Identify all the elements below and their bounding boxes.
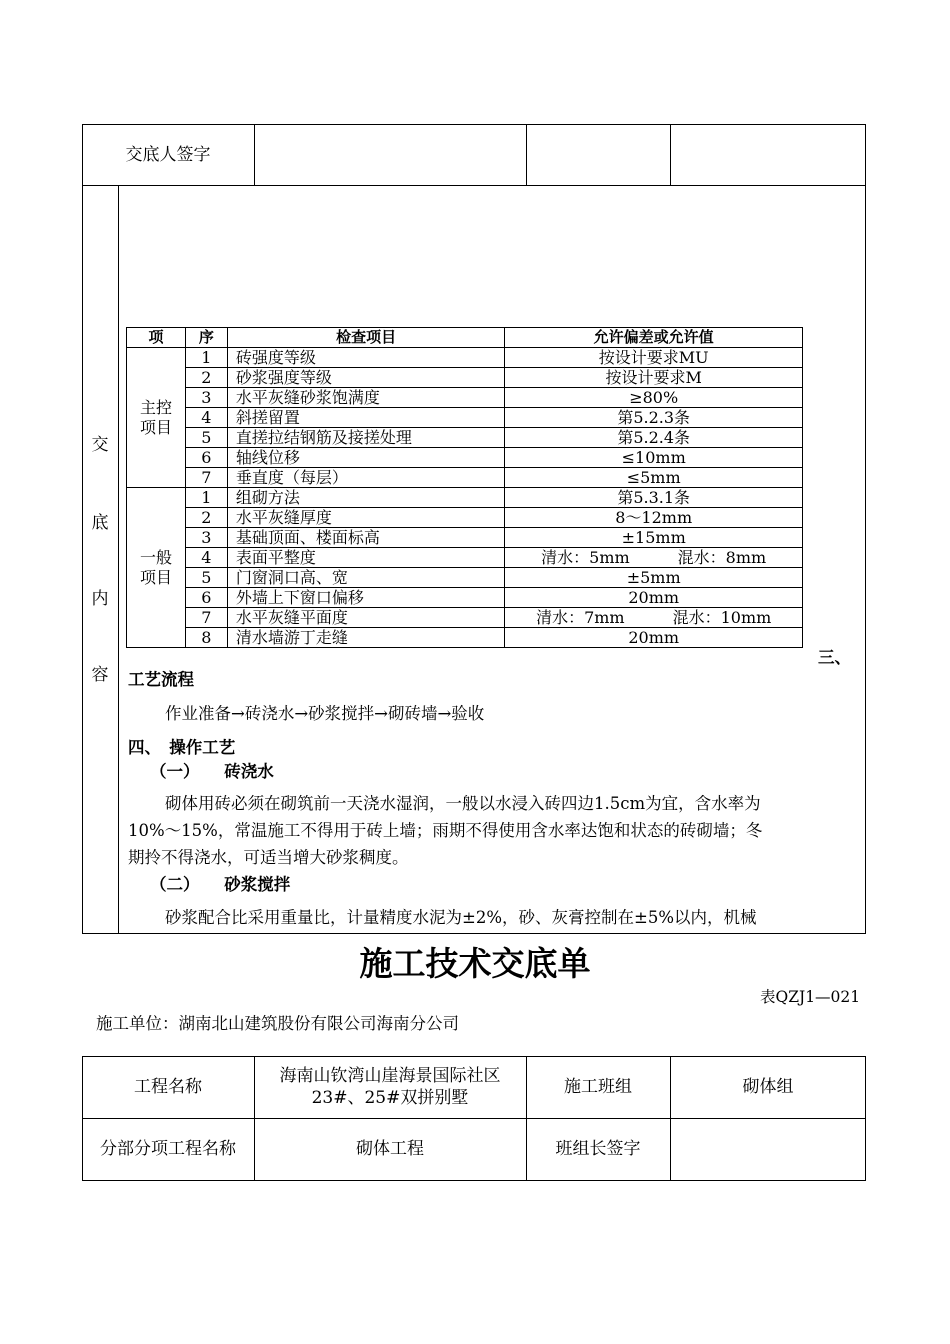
- project-name-line: 海南山钦湾山崖海景国际社区: [279, 1066, 501, 1086]
- row-number: 7: [185, 608, 227, 628]
- row-value: 清水：5mm 混水：8mm: [505, 548, 803, 568]
- row-item: 外墙上下窗口偏移: [227, 588, 505, 608]
- row-item: 水平灰缝平面度: [227, 608, 505, 628]
- table-row: [127, 528, 803, 548]
- project-name-value: [254, 1056, 526, 1118]
- row-value: ≤5mm: [505, 468, 803, 488]
- row-item: 直搓拉结钢筋及接搓处理: [227, 428, 505, 448]
- side-label-char: 容: [91, 665, 109, 685]
- side-label-char: 内: [91, 589, 109, 609]
- subsection2-title: （二） 砂浆搅拌: [150, 875, 291, 894]
- subsection2-line: 砂浆配合比采用重量比，计量精度水泥为±2%，砂、灰膏控制在±5%以内，机械: [165, 908, 757, 927]
- row-number: 2: [185, 368, 227, 388]
- side-col-divider: [118, 185, 119, 934]
- table-row: [127, 368, 803, 388]
- group-name-line: 一般: [139, 547, 172, 567]
- row-number: 4: [185, 408, 227, 428]
- table-row: [127, 608, 803, 628]
- signer-label: 交底人签字: [125, 145, 211, 165]
- header-item: 检查项目: [227, 328, 505, 348]
- row-item: 清水墙游丁走缝: [227, 628, 505, 648]
- side-label-char: 底: [91, 513, 109, 533]
- row-value: 清水：7mm 混水：10mm: [505, 608, 803, 628]
- subproject-label: 分部分项工程名称: [100, 1139, 236, 1159]
- section4-title: 四、 操作工艺: [128, 738, 236, 757]
- row-value: ≤10mm: [505, 448, 803, 468]
- top-table-col-divider-3: [670, 124, 671, 186]
- row-item: 门窗洞口高、宽: [227, 568, 505, 588]
- row-number: 4: [185, 548, 227, 568]
- row-value: 第5.2.4条: [505, 428, 803, 448]
- construction-unit: 施工单位：湖南北山建筑股份有限公司海南分公司: [96, 1014, 459, 1033]
- row-number: 6: [185, 448, 227, 468]
- row-item: 基础顶面、楼面标高: [227, 528, 505, 548]
- row-value: 8～12mm: [505, 508, 803, 528]
- row-number: 2: [185, 508, 227, 528]
- row-number: 5: [185, 568, 227, 588]
- table-row: [127, 388, 803, 408]
- section3-number: 三、: [818, 648, 851, 667]
- row-value: 按设计要求M: [505, 368, 803, 388]
- row-number: 6: [185, 588, 227, 608]
- header-category: 项: [127, 328, 186, 348]
- row-item: 斜搓留置: [227, 408, 505, 428]
- subsection1-line: 10%～15%，常温施工不得用于砖上墙；雨期不得使用含水率达饱和状态的砖砌墙；冬: [128, 821, 763, 840]
- row-number: 5: [185, 428, 227, 448]
- table-row: [127, 628, 803, 648]
- row-value: 20mm: [505, 628, 803, 648]
- table-row: [127, 448, 803, 468]
- row-item: 轴线位移: [227, 448, 505, 468]
- row-value: 第5.2.3条: [505, 408, 803, 428]
- table-row: [127, 348, 803, 368]
- form-code: 表QZJ1—021: [760, 988, 861, 1006]
- row-item: 砂浆强度等级: [227, 368, 505, 388]
- project-name-label: 工程名称: [134, 1077, 202, 1097]
- subsection1-line: 期拎不得浇水，可适当增大砂浆稠度。: [128, 848, 409, 867]
- row-number: 8: [185, 628, 227, 648]
- table-row: [127, 408, 803, 428]
- row-value: 按设计要求MU: [505, 348, 803, 368]
- project-name-line: 23#、25#双拼别墅: [311, 1088, 469, 1108]
- table-row: [127, 548, 803, 568]
- row-value: 第5.3.1条: [505, 488, 803, 508]
- process-flow: 作业准备→砖浇水→砂浆搅拌→砌砖墙→验收: [165, 704, 485, 723]
- row-item: 砖强度等级: [227, 348, 505, 368]
- table-row: [127, 468, 803, 488]
- row-value: ±15mm: [505, 528, 803, 548]
- row-number: 1: [185, 488, 227, 508]
- team-label: 施工班组: [564, 1077, 632, 1097]
- group-name-line: 项目: [139, 417, 172, 437]
- subsection1-line: 砌体用砖必须在砌筑前一天浇水湿润，一般以水浸入砖四边1.5cm为宜，含水率为: [165, 794, 761, 813]
- row-number: 3: [185, 388, 227, 408]
- row-value: ≥80%: [505, 388, 803, 408]
- subproject-value: 砌体工程: [356, 1139, 424, 1159]
- row-number: 7: [185, 468, 227, 488]
- inspection-header-row: [127, 328, 803, 348]
- group-name-line: 主控: [139, 397, 172, 417]
- side-label-char: 交: [91, 435, 109, 455]
- table-row: [127, 568, 803, 588]
- group-main-control: [127, 348, 186, 488]
- group-name-line: 项目: [139, 567, 172, 587]
- top-table-col-divider-2: [526, 124, 527, 186]
- leader-signature-label: 班组长签字: [555, 1139, 641, 1159]
- row-item: 垂直度（每层）: [227, 468, 505, 488]
- page-title: 施工技术交底单: [359, 944, 591, 983]
- section3-title: 工艺流程: [128, 670, 194, 689]
- group-general: [127, 488, 186, 648]
- row-number: 1: [185, 348, 227, 368]
- leader-signature-field[interactable]: [670, 1118, 866, 1180]
- row-item: 组砌方法: [227, 488, 505, 508]
- team-value: 砌体组: [742, 1077, 794, 1097]
- table-row: [127, 588, 803, 608]
- table-row: [127, 508, 803, 528]
- row-number: 3: [185, 528, 227, 548]
- table-row: [127, 488, 803, 508]
- row-value: 20mm: [505, 588, 803, 608]
- subsection1-title: （一） 砖浇水: [150, 762, 274, 781]
- top-table-col-divider-1: [254, 124, 255, 186]
- row-item: 表面平整度: [227, 548, 505, 568]
- table-row: [127, 428, 803, 448]
- row-item: 水平灰缝厚度: [227, 508, 505, 528]
- inspection-table: [126, 327, 803, 648]
- header-number: 序: [185, 328, 227, 348]
- row-value: ±5mm: [505, 568, 803, 588]
- header-tolerance: 允许偏差或允许值: [505, 328, 803, 348]
- row-item: 水平灰缝砂浆饱满度: [227, 388, 505, 408]
